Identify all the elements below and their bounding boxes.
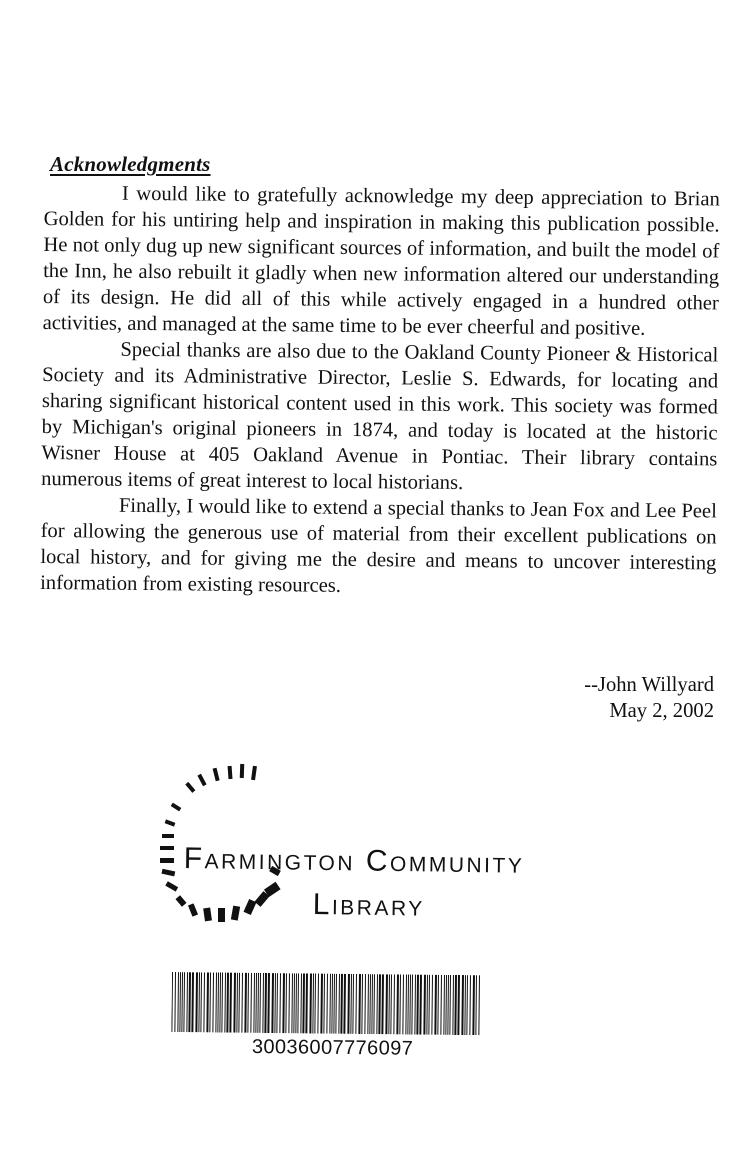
barcode-bar (244, 973, 247, 1033)
barcode-bar (206, 972, 209, 1032)
library-stamp (150, 760, 570, 930)
barcode-bar (183, 972, 185, 1032)
barcode-bar (323, 974, 325, 1034)
barcode-bar (224, 973, 226, 1033)
barcode-bar (331, 974, 333, 1034)
barcode-icon (171, 972, 484, 1035)
barcode-bar (219, 973, 221, 1033)
barcode-bar (302, 973, 305, 1033)
barcode-bar (312, 973, 314, 1033)
barcode-bar (226, 973, 229, 1033)
barcode-bar (393, 974, 395, 1034)
barcode-bar (335, 974, 337, 1034)
barcode-bar (276, 973, 278, 1033)
barcode-bar (361, 974, 363, 1034)
barcode-bar (236, 973, 238, 1033)
barcode-bar (443, 975, 445, 1035)
barcode-bar (279, 973, 281, 1033)
barcode-bar (233, 973, 236, 1033)
barcode-bar (179, 972, 181, 1032)
section-heading: Acknowledgments (50, 152, 211, 176)
barcode-bar (343, 974, 346, 1034)
barcode-bar (288, 973, 290, 1033)
barcode-number: 30036007776097 (251, 1036, 414, 1060)
barcode-bar (376, 974, 378, 1034)
barcode-bar (257, 973, 259, 1033)
barcode-bar (419, 975, 422, 1035)
barcode-bar (295, 973, 297, 1033)
signature-block (584, 672, 714, 724)
barcode-bar (364, 974, 366, 1034)
barcode-bar (396, 974, 399, 1034)
body-text (40, 180, 720, 602)
barcode-bar (253, 973, 255, 1033)
barcode-bar (358, 974, 361, 1034)
barcode-bar (271, 973, 274, 1033)
barcode-bar (440, 975, 442, 1035)
barcode-bar (452, 975, 454, 1035)
barcode-bar (338, 974, 340, 1034)
barcode-bar (186, 972, 188, 1032)
barcode-bar (174, 972, 176, 1032)
barcode-bar (437, 975, 439, 1035)
barcode-bar (215, 972, 217, 1032)
barcode-bar (416, 975, 419, 1035)
barcode-bar (402, 974, 404, 1034)
barcode-bar (267, 973, 270, 1033)
barcode-bar (350, 974, 352, 1034)
barcode-bar (293, 973, 295, 1033)
signature-date: May 2, 2002 (609, 700, 714, 722)
barcode-bar (428, 975, 430, 1035)
barcode-bar (191, 972, 194, 1032)
barcode-bar (274, 973, 276, 1033)
paragraph-1: I would like to gratefully acknowledge my deep appreciation to Brian Golden for his untiring help and inspiration in making this publication possible. He not only dug up new significant sources of information, and built the model of the Inn, he also rebuilt it gladly when new information altered our understanding of its design. He did all of this while actively engaged in a hundred other activities, and managed at the same time to be ever cheerful and positive. (42, 182, 720, 340)
barcode-bar (466, 975, 468, 1035)
barcode-bar (405, 974, 407, 1034)
barcode-bar (259, 973, 261, 1033)
barcode-bar (445, 975, 447, 1035)
barcode-bar (381, 974, 384, 1034)
barcode-bar (221, 973, 223, 1033)
barcode-bar (423, 975, 426, 1035)
barcode-bar (469, 975, 471, 1035)
barcode-bar (300, 973, 302, 1033)
barcode-bar (333, 974, 335, 1034)
barcode-bar (314, 973, 316, 1033)
barcode-bar (414, 975, 416, 1035)
barcode-bar (371, 974, 373, 1034)
barcode-bar (195, 972, 198, 1032)
barcode-bar (355, 974, 357, 1034)
paragraph-3: Finally, I would like to extend a special thanks to Jean Fox and Lee Peel for allowing the generous use of material from their excellent publications on local history, and for giving me the desire and means to uncover interesting information from existing resources. (40, 494, 717, 597)
barcode-bar (198, 972, 200, 1032)
barcode-bar (229, 973, 232, 1033)
barcode-bar (200, 972, 202, 1032)
paragraph-2: Special thanks are also due to the Oakland County Pioneer & Historical Society and its Administrative Director, Leslie S. Edwards, for locating and sharing significant historical content used in this work. This society was formed by Michigan's original pioneers in 1874, and today is located at the historic Wisner House at 405 Oakland Avenue in Pontiac. Their library contains numerous items of great interest to local historians. (41, 338, 719, 495)
barcode-bar (464, 975, 466, 1035)
stamp-line-2: Library (312, 888, 425, 923)
barcode-bar (217, 972, 219, 1032)
barcode-bar (320, 974, 323, 1034)
barcode-bar (367, 974, 369, 1034)
barcode-bar (352, 974, 354, 1034)
barcode-bar (340, 974, 343, 1034)
signature-author: --John Willyard (584, 674, 714, 696)
barcode-bar (329, 974, 331, 1034)
barcode-bar (478, 975, 480, 1035)
barcode-bar (369, 974, 371, 1034)
barcode-bar (291, 973, 293, 1033)
barcode-bar (426, 975, 428, 1035)
barcode-bar (472, 975, 475, 1035)
barcode-bar (399, 974, 401, 1034)
barcode-bar (449, 975, 451, 1035)
barcode-bar (262, 973, 264, 1033)
barcode-bar (264, 973, 267, 1033)
barcode-bar (447, 975, 449, 1035)
barcode-bar (305, 973, 308, 1033)
barcode-bar (326, 974, 328, 1034)
barcode-bar (434, 975, 437, 1035)
barcode-bar (181, 972, 183, 1032)
barcode-bar (454, 975, 457, 1035)
barcode-bar (409, 974, 411, 1034)
barcode-bar (282, 973, 285, 1033)
barcode-bar (171, 972, 173, 1032)
barcode-bar (209, 972, 211, 1032)
barcode-bar (390, 974, 392, 1034)
barcode-bar (388, 974, 390, 1034)
barcode-bar (241, 973, 243, 1033)
barcode-bar (475, 975, 477, 1035)
barcode-bar (250, 973, 252, 1033)
barcode-bar (347, 974, 350, 1034)
barcode-bar (177, 972, 179, 1032)
barcode-bar (385, 974, 388, 1034)
barcode-bar (317, 974, 319, 1034)
barcode-bar (285, 973, 287, 1033)
barcode-bar (188, 972, 191, 1032)
barcode-bar (238, 973, 240, 1033)
barcode-bar (457, 975, 460, 1035)
barcode-bar (411, 975, 413, 1035)
barcode-bar (378, 974, 381, 1034)
barcode-bar (407, 974, 409, 1034)
barcode-bar (203, 972, 205, 1032)
barcode-bar (212, 972, 214, 1032)
barcode-bar (255, 973, 257, 1033)
barcode-bar (297, 973, 299, 1033)
barcode-bar (309, 973, 312, 1033)
barcode-bar (247, 973, 249, 1033)
barcode-bar (431, 975, 433, 1035)
barcode-bar (461, 975, 464, 1035)
stamp-line-1: Farmington Community (183, 842, 525, 880)
barcode-bar (373, 974, 375, 1034)
